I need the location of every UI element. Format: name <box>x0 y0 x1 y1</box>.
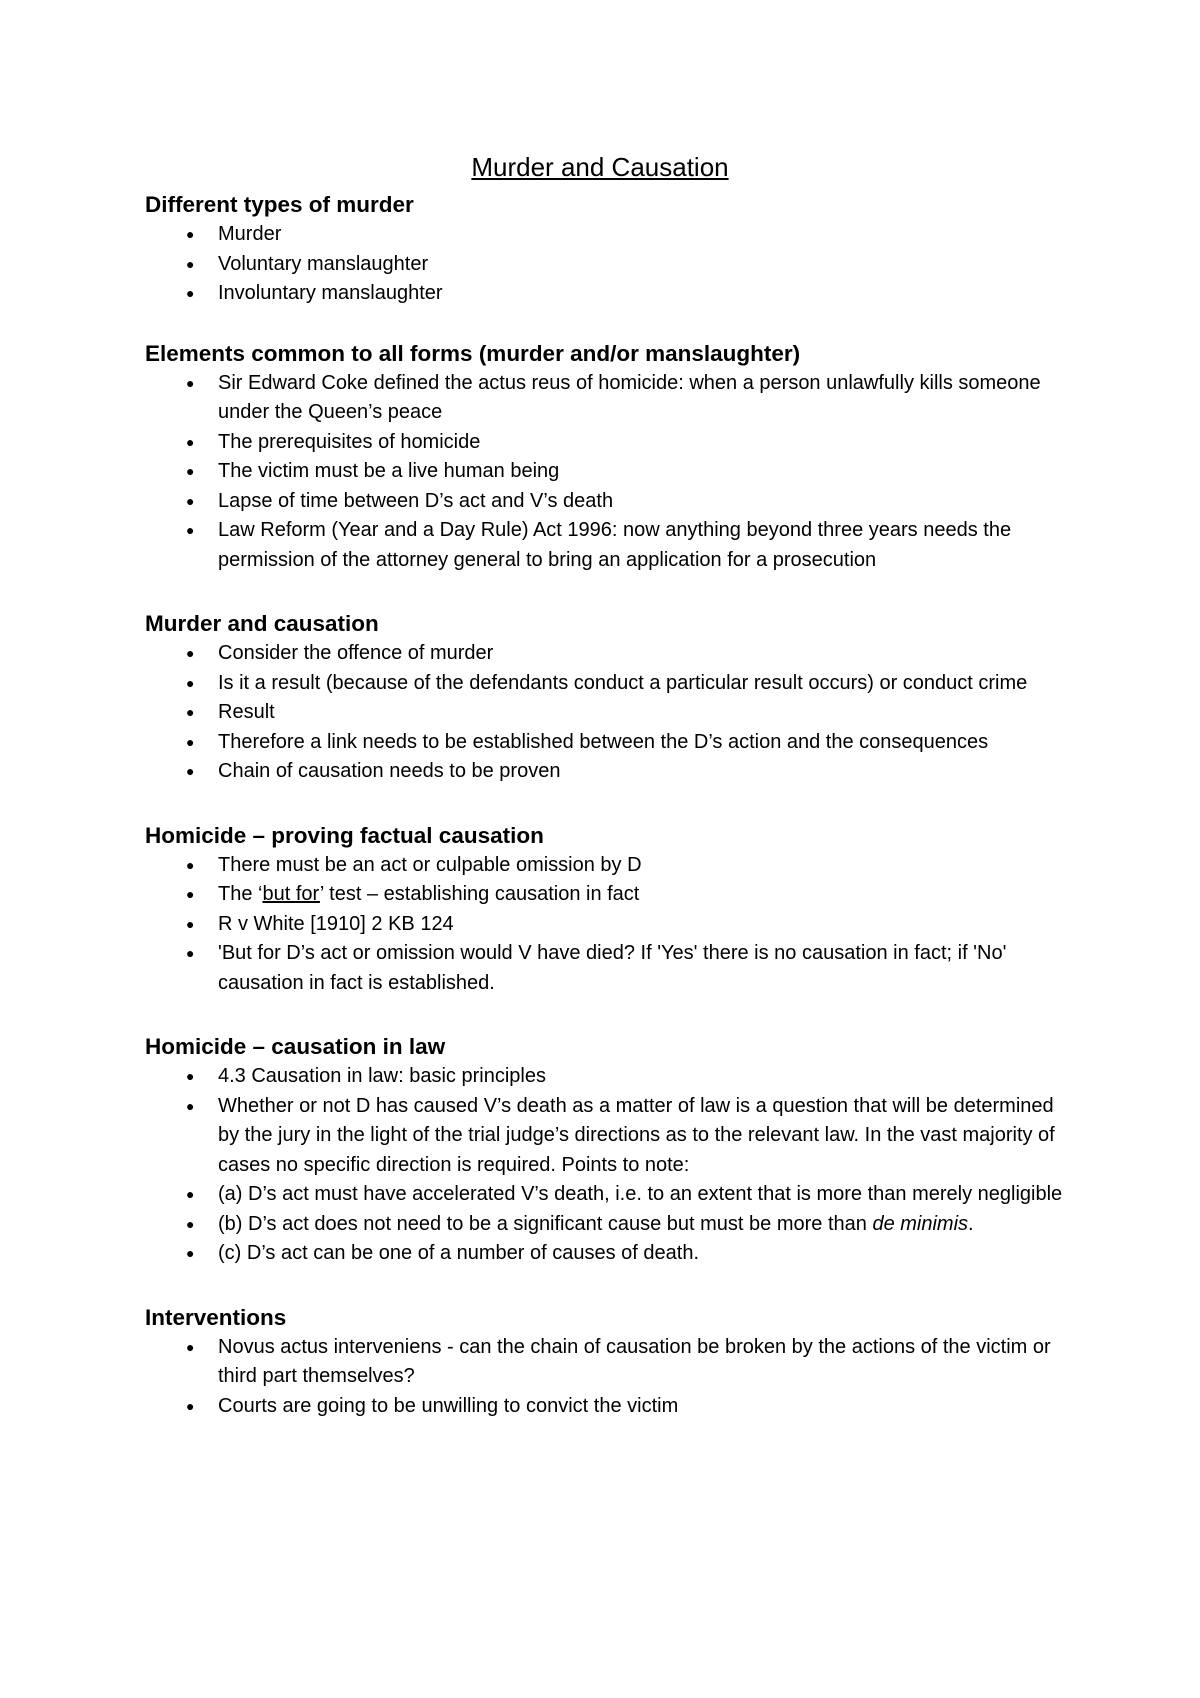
bullet-icon: ● <box>186 763 195 779</box>
list-item <box>145 1210 1065 1240</box>
bullet-list <box>145 1333 1065 1422</box>
section-heading: Interventions <box>145 1304 287 1330</box>
list-item <box>145 1333 1065 1392</box>
list-item <box>145 880 1065 910</box>
list-item <box>145 428 1065 458</box>
list-item-text: There must be an act or culpable omission by D <box>218 853 642 876</box>
list-item-text: Voluntary manslaughter <box>218 252 429 275</box>
list-item-text: Consider the offence of murder <box>218 642 494 664</box>
list-item-text: (a) D’s act must have accelerated V’s death, i.e. to an extent that is more than merely negligible <box>218 1183 1063 1205</box>
bullet-icon: ● <box>186 733 195 750</box>
bullet-icon: ● <box>186 945 195 961</box>
list-item-text: The ‘ <box>218 883 263 905</box>
list-item <box>145 910 1065 940</box>
italic-text: de minimis <box>872 1212 969 1235</box>
section-heading: Homicide – proving factual causation <box>145 822 544 848</box>
bullet-icon: ● <box>186 1215 195 1232</box>
bullet-icon: ● <box>186 463 195 479</box>
list-item-text: Result <box>218 701 275 723</box>
bullet-icon: ● <box>186 522 195 538</box>
bullet-list <box>145 220 1065 309</box>
page-title: Murder and Causation <box>471 152 729 182</box>
bullet-icon: ● <box>186 645 195 661</box>
list-item-text: . <box>968 1212 974 1235</box>
section <box>145 190 1065 309</box>
list-item-text: 'But for D’s act or omission would V have died? If 'Yes' there is no causation in fact; if 'No' causation in fact is established. <box>218 942 1007 994</box>
list-item-text: (b) D’s act does not need to be a significant cause but must be more than <box>218 1212 873 1235</box>
list-item <box>145 639 1065 669</box>
list-item <box>145 516 1065 575</box>
list-item <box>145 457 1065 487</box>
bullet-icon: ● <box>186 1338 195 1355</box>
section-heading: Different types of murder <box>145 192 414 217</box>
bullet-icon: ● <box>186 433 195 450</box>
bullet-icon: ● <box>186 1186 195 1202</box>
section-heading: Murder and causation <box>145 611 379 636</box>
list-item <box>145 698 1065 728</box>
bullet-list <box>145 369 1065 576</box>
section <box>145 1303 1065 1422</box>
list-item <box>145 279 1065 309</box>
bullet-icon: ● <box>186 1068 195 1084</box>
bullet-icon: ● <box>186 1245 195 1261</box>
list-item-text: Chain of causation needs to be proven <box>218 760 561 782</box>
list-item-text: Is it a result (because of the defendants conduct a particular result occurs) or conduct crime <box>218 671 1028 694</box>
list-item-text: ’ test – establishing causation in fact <box>319 883 640 905</box>
list-item <box>145 369 1065 428</box>
underlined-text: but for <box>262 883 320 905</box>
bullet-icon: ● <box>186 492 195 509</box>
section <box>145 821 1065 999</box>
list-item <box>145 851 1065 881</box>
list-item <box>145 1092 1065 1181</box>
document-content <box>145 190 1065 1455</box>
list-item <box>145 669 1065 699</box>
list-item <box>145 250 1065 280</box>
bullet-icon: ● <box>186 226 195 242</box>
list-item <box>145 1239 1065 1269</box>
bullet-list <box>145 851 1065 999</box>
bullet-icon: ● <box>186 856 195 873</box>
bullet-icon: ● <box>186 255 195 272</box>
bullet-icon: ● <box>186 1097 195 1114</box>
bullet-list <box>145 1062 1065 1269</box>
list-item <box>145 1392 1065 1422</box>
list-item-text: R v White [1910] 2 KB 124 <box>218 912 454 935</box>
section-heading: Elements common to all forms (murder and/or manslaughter) <box>145 340 801 366</box>
list-item-text: 4.3 Causation in law: basic principles <box>218 1065 546 1087</box>
list-item <box>145 757 1065 787</box>
section-heading: Homicide – causation in law <box>145 1034 446 1059</box>
section <box>145 1032 1065 1269</box>
list-item-text: Therefore a link needs to be established between the D’s action and the consequences <box>218 730 989 753</box>
section <box>145 339 1065 576</box>
list-item-text: Murder <box>218 223 282 245</box>
bullet-icon: ● <box>186 1397 195 1414</box>
list-item <box>145 728 1065 758</box>
list-item <box>145 487 1065 517</box>
list-item-text: Whether or not D has caused V’s death as a matter of law is a question that will be determined by the jury in the light of the trial judge’s directions as to the relevant law. In the vast majority of cases no specific direction is required. Points to note: <box>218 1094 1055 1176</box>
list-item <box>145 939 1065 998</box>
list-item <box>145 1062 1065 1092</box>
bullet-icon: ● <box>186 374 195 391</box>
list-item-text: Involuntary manslaughter <box>218 282 443 304</box>
list-item-text: Courts are going to be unwilling to convict the victim <box>218 1394 679 1417</box>
list-item-text: The victim must be a live human being <box>218 460 560 482</box>
list-item <box>145 1180 1065 1210</box>
bullet-icon: ● <box>186 285 195 301</box>
bullet-list <box>145 639 1065 787</box>
bullet-icon: ● <box>186 674 195 691</box>
list-item <box>145 220 1065 250</box>
list-item-text: Sir Edward Coke defined the actus reus of homicide: when a person unlawfully kills someone under the Queen’s peace <box>218 371 1041 423</box>
list-item-text: Law Reform (Year and a Day Rule) Act 1996: now anything beyond three years needs the permission of the attorney general to bring an application for a prosecution <box>218 519 1012 571</box>
list-item-text: Lapse of time between D’s act and V’s death <box>218 489 614 512</box>
list-item-text: Novus actus interveniens - can the chain of causation be broken by the actions of the victim or third part themselves? <box>218 1335 1051 1387</box>
bullet-icon: ● <box>186 915 195 932</box>
section <box>145 609 1065 787</box>
bullet-icon: ● <box>186 886 195 902</box>
list-item-text: The prerequisites of homicide <box>218 430 481 453</box>
bullet-icon: ● <box>186 704 195 720</box>
list-item-text: (c) D’s act can be one of a number of causes of death. <box>218 1242 700 1264</box>
